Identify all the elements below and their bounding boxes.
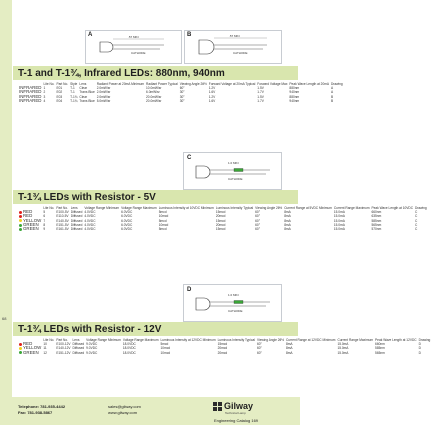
table-cell: 585nm: [371, 218, 382, 223]
table-cell: 9.0VDC: [86, 346, 98, 351]
table-cell: A: [331, 86, 334, 91]
table-cell: 5.0mW/sr: [96, 99, 111, 104]
table-cell: 565nm: [371, 223, 382, 228]
table-cell: E161-5V: [56, 227, 69, 232]
catalog-reference: Engineering Catalog 169: [214, 418, 259, 423]
table-cell: Diffused: [70, 227, 83, 232]
table-cell: 660nm: [375, 342, 385, 347]
table-cell: 8mA: [284, 210, 291, 215]
table-cell: Clear: [79, 94, 88, 99]
column-header: Luminous Intensity at 10VDC Minimum: [158, 206, 214, 210]
column-header: Peak Wave Length at 20mA: [289, 82, 329, 86]
table-cell: B: [331, 94, 334, 99]
table-cell: 1.7V: [257, 90, 264, 95]
table-cell: 7: [43, 218, 46, 223]
website-link[interactable]: www.gilway.com: [108, 410, 138, 415]
table-cell: 5mcd: [158, 210, 167, 215]
color-dot-icon: [19, 219, 22, 222]
color-label: GREEN: [23, 349, 39, 355]
table-cell: C: [415, 227, 418, 232]
column-header: Radiant Power at 20mA Minimum: [96, 82, 145, 86]
table-cell: 30°: [179, 99, 185, 104]
drawing-a-letter: A: [88, 32, 93, 38]
table-cell: 4.0VDC: [84, 214, 96, 219]
table-cell: T-1: [70, 86, 75, 91]
table-cell: E151-12V: [56, 350, 71, 355]
table-cell: 18.0VDC: [122, 342, 136, 347]
drawing-a-lead-length: .57 MIN: [128, 35, 139, 39]
table-cell: 15.0mA: [333, 223, 345, 228]
column-header: Lens: [70, 206, 78, 210]
table-cell: 60°: [255, 218, 260, 223]
table-cell: E04: [56, 99, 63, 104]
table-cell: 8mA: [286, 350, 293, 355]
color-label: INFRARED: [19, 93, 42, 99]
color-dot-icon: [19, 215, 22, 218]
table-cell: 9.0VDC: [86, 342, 98, 347]
table-cell: 8mA: [284, 227, 291, 232]
column-header: Peak Wave Length at 12VDC: [375, 338, 417, 342]
drawing-a-cathode-label: CATHODE: [131, 51, 146, 55]
table-cell: C: [415, 210, 418, 215]
table-cell: 1.7V: [257, 99, 264, 104]
fax-text: Fax: 781-938-5867: [18, 410, 53, 415]
table-cell: 1.5V: [257, 86, 264, 91]
table-cell: 1.2V: [208, 94, 216, 99]
column-header: Radiant Power Typical: [146, 82, 178, 86]
table-cell: 5mcd: [160, 342, 169, 347]
table-cell: 1: [43, 86, 46, 91]
table-cell: E140-5V: [56, 218, 69, 223]
table-cell: 8mA: [284, 214, 291, 219]
table-cell: 4.0VDC: [84, 227, 96, 232]
table-cell: Trans Blue: [79, 90, 95, 95]
color-label: INFRARED: [19, 85, 42, 91]
table-cell: 940nm: [289, 99, 300, 104]
table-cell: 4: [43, 99, 46, 104]
drawing-c: [183, 152, 282, 190]
table-cell: Diffused: [72, 342, 85, 347]
column-header: Part No.: [56, 206, 69, 210]
table-cell: 1.5V: [257, 94, 264, 99]
table-cell: Clear: [79, 86, 88, 91]
table-cell: 15mcd: [215, 227, 226, 232]
table-cell: 2: [43, 90, 46, 95]
table-cell: Trans Blue: [79, 99, 95, 104]
table-cell: 60°: [256, 342, 262, 347]
drawing-d-letter: D: [187, 287, 192, 293]
table-cell: E100-12V: [56, 342, 71, 347]
color-label: YELLOW: [23, 345, 42, 351]
color-dot-icon: [19, 343, 22, 346]
column-header: Viewing Angle 2θ½: [179, 82, 207, 86]
table-cell: C: [415, 218, 418, 223]
table-cell: 4.0VDC: [84, 210, 96, 215]
infrared-section-title: T-1 and T-1¾, Infrared LEDs: 880nm, 940nm: [18, 68, 225, 79]
table-cell: 8mA: [284, 218, 291, 223]
table-cell: E01: [56, 86, 63, 91]
contact-block: [18, 404, 65, 416]
column-header: Current Range at 12VDC Minimum: [286, 338, 336, 342]
table-cell: 6.0VDC: [121, 210, 133, 215]
table-cell: 10.0mW/sr: [146, 86, 162, 91]
table-cell: D: [418, 342, 421, 347]
table-cell: 940nm: [289, 90, 300, 95]
column-header: Part No.: [56, 338, 69, 342]
led-color-cell: [18, 227, 42, 231]
table-cell: 60°: [256, 346, 262, 351]
column-header: Lens: [79, 82, 87, 86]
table-cell: 15.0mA: [333, 214, 345, 219]
drawing-b: [184, 30, 282, 64]
drawing-d-cathode-label: CATHODE: [228, 309, 243, 313]
table-row: [18, 99, 344, 103]
table-cell: 60°: [255, 214, 260, 219]
table-cell: 18.0VDC: [122, 350, 136, 355]
table-cell: 10: [43, 342, 47, 347]
gilway-logo: [213, 401, 255, 417]
table-cell: E110-5V: [56, 214, 69, 219]
table-cell: 8: [43, 223, 46, 228]
table-cell: 6.0VDC: [121, 214, 133, 219]
page-number: 68: [2, 316, 7, 321]
table-cell: 880nm: [289, 86, 300, 91]
table-cell: 5: [43, 210, 46, 215]
table-cell: 6.0VDC: [121, 218, 133, 223]
table-cell: 6.0VDC: [121, 227, 133, 232]
table-cell: 4.0VDC: [84, 223, 96, 228]
table-cell: 585nm: [375, 346, 385, 351]
table-cell: 12: [43, 350, 47, 355]
table-row: [18, 227, 428, 231]
color-dot-icon: [19, 228, 22, 231]
table-cell: 9: [43, 227, 46, 232]
table-cell: 15mcd: [217, 342, 228, 347]
column-header: Voltage Range Minimum: [86, 338, 121, 342]
color-label: RED: [23, 209, 33, 215]
table-cell: 10mcd: [160, 346, 171, 351]
drawing-c-lead-length: 1.0 MIN: [228, 161, 239, 165]
column-header: Luminous Intensity Typical: [215, 206, 254, 210]
column-header: Part No.: [56, 82, 69, 86]
column-header: Lens: [72, 338, 80, 342]
column-header: Lite No.: [43, 206, 55, 210]
table-cell: 635nm: [371, 214, 382, 219]
table-cell: 2.0mW/sr: [96, 90, 111, 95]
column-header: Current Range Maximum: [337, 338, 374, 342]
color-dot-icon: [19, 351, 22, 354]
email-link[interactable]: sales@gilway.com: [108, 404, 141, 409]
color-label: RED: [23, 213, 33, 219]
table-cell: D: [418, 350, 421, 355]
drawing-c-letter: C: [187, 155, 192, 161]
column-header: Voltage Range Minimum: [84, 206, 120, 210]
table-cell: 15mcd: [215, 218, 226, 223]
color-label: INFRARED: [19, 98, 42, 104]
column-header: Style: [70, 82, 78, 86]
drawing-d-lead-length: 1.0 MIN: [228, 293, 239, 297]
table-cell: 660nm: [371, 210, 382, 215]
column-header: Forward Voltage Max: [257, 82, 288, 86]
table-cell: 20mcd: [217, 346, 228, 351]
table-cell: 6.0VDC: [121, 223, 133, 228]
drawing-c-cathode-label: CATHODE: [228, 177, 243, 181]
resistor-led-c-icon: [184, 153, 281, 189]
table-cell: 11: [43, 346, 47, 351]
table-cell: T-1¾: [70, 94, 78, 99]
table-cell: 60°: [256, 350, 262, 355]
table-cell: 20mcd: [215, 214, 226, 219]
table-cell: E03: [56, 94, 63, 99]
table-cell: E140-12V: [56, 346, 71, 351]
table-cell: 15.0mA: [333, 218, 345, 223]
table-cell: 10mcd: [158, 214, 169, 219]
twelve-volt-section-title: T-1¾ LEDs with Resistor - 12V: [18, 324, 162, 335]
table-cell: E100-5V: [56, 210, 69, 215]
table-cell: 30°: [179, 94, 185, 99]
column-header: Lite No.: [43, 82, 55, 86]
table-cell: Diffused: [72, 346, 85, 351]
table-cell: 1.6V: [208, 99, 216, 104]
color-label: RED: [23, 341, 33, 347]
table-cell: 1.6V: [208, 90, 216, 95]
color-label: GREEN: [23, 222, 39, 228]
table-cell: C: [415, 214, 418, 219]
color-label: INFRARED: [19, 89, 42, 95]
table-cell: 4.0VDC: [84, 218, 96, 223]
table-cell: 5mcd: [158, 227, 167, 232]
table-cell: 60°: [255, 210, 260, 215]
drawing-b-letter: B: [187, 32, 192, 38]
color-dot-icon: [19, 224, 22, 227]
table-row: [18, 351, 431, 355]
drawing-d: [183, 284, 282, 322]
table-cell: 15.0mA: [337, 346, 349, 351]
table-cell: Diffused: [70, 214, 83, 219]
table-cell: 2.0mW/sr: [96, 86, 111, 91]
led-color-cell: [18, 99, 42, 103]
table-cell: 15.0mA: [333, 227, 345, 232]
web-contact-block: [108, 404, 141, 416]
table-cell: 9.0VDC: [86, 350, 98, 355]
table-cell: 20.0mW/sr: [146, 99, 162, 104]
column-header: Forward Voltage at 20mA Typical: [208, 82, 256, 86]
color-label: YELLOW: [23, 217, 42, 223]
column-header: Current Range at 5VDC Minimum: [284, 206, 332, 210]
logo-subtitle: Technical Lamp: [225, 411, 246, 415]
table-cell: Diffused: [70, 218, 83, 223]
column-header: Lite No.: [43, 338, 55, 342]
drawing-b-lead-length: .57 MIN: [229, 34, 240, 38]
table-cell: 8mA: [284, 223, 291, 228]
table-cell: 30°: [179, 90, 185, 95]
left-sidebar-strip: [0, 0, 12, 425]
infrared-spec-table: [18, 82, 344, 103]
drawing-a: [85, 30, 182, 64]
table-cell: 2.0mW/sr: [96, 94, 111, 99]
column-header: Voltage Range Maximum: [122, 338, 159, 342]
table-cell: 565nm: [375, 350, 385, 355]
column-header: Drawing: [418, 338, 431, 342]
table-cell: 20mcd: [217, 350, 228, 355]
column-header: Current Range Maximum: [333, 206, 370, 210]
table-cell: 1.2V: [208, 86, 216, 91]
table-cell: 60°: [255, 227, 260, 232]
table-cell: 60°: [179, 86, 185, 91]
table-cell: 10mcd: [160, 350, 171, 355]
column-header: Drawing: [415, 206, 427, 210]
color-label: GREEN: [23, 226, 39, 232]
column-header: Viewing Angle 2θ½: [256, 338, 284, 342]
logo-wordmark: Gilway: [224, 401, 254, 411]
table-cell: E02: [56, 90, 63, 95]
table-cell: E151-5V: [56, 223, 69, 228]
led-color-cell: [18, 351, 42, 355]
table-cell: 20.0mW/sr: [146, 94, 162, 99]
table-cell: 8mA: [286, 346, 293, 351]
table-cell: 15.0mA: [333, 210, 345, 215]
column-header: Voltage Range Maximum: [121, 206, 157, 210]
color-dot-icon: [19, 211, 22, 214]
five-volt-spec-table: [18, 206, 428, 231]
table-cell: D: [418, 346, 421, 351]
table-cell: 18.0VDC: [122, 346, 136, 351]
table-cell: 60°: [255, 223, 260, 228]
resistor-led-d-icon: [184, 285, 281, 321]
table-cell: 20mcd: [215, 223, 226, 228]
table-cell: A: [331, 90, 334, 95]
column-header: Drawing: [331, 82, 343, 86]
column-header: Peak Wave Length at 10VDC: [371, 206, 414, 210]
drawing-b-cathode-label: CATHODE: [233, 51, 248, 55]
color-dot-icon: [19, 347, 22, 350]
five-volt-section-title: T-1¾ LEDs with Resistor - 5V: [18, 192, 156, 203]
table-cell: 15.0mA: [337, 350, 349, 355]
table-cell: 880nm: [289, 94, 300, 99]
table-cell: Diffused: [70, 210, 83, 215]
table-cell: 6: [43, 214, 46, 219]
table-cell: 6.0mW/sr: [146, 90, 160, 95]
table-cell: 3: [43, 94, 46, 99]
telephone-text: Telephone: 781-935-4442: [18, 404, 66, 409]
table-cell: 15.0mA: [337, 342, 349, 347]
twelve-volt-spec-table: [18, 338, 431, 355]
table-cell: C: [415, 223, 418, 228]
table-cell: T-1: [70, 90, 75, 95]
table-cell: Diffused: [70, 223, 83, 228]
table-cell: 15mcd: [215, 210, 226, 215]
column-header: Luminous Intensity at 12VDC Minimum: [160, 338, 216, 342]
table-cell: 8mA: [286, 342, 293, 347]
table-cell: 5mcd: [158, 218, 167, 223]
table-cell: T-1¾: [70, 99, 78, 104]
column-header: Luminous Intensity Typical: [217, 338, 255, 342]
table-cell: 570nm: [371, 227, 382, 232]
table-cell: Diffused: [72, 350, 85, 355]
table-cell: B: [331, 99, 334, 104]
column-header: Viewing Angle 2θ½: [255, 206, 283, 210]
table-cell: 10mcd: [158, 223, 169, 228]
